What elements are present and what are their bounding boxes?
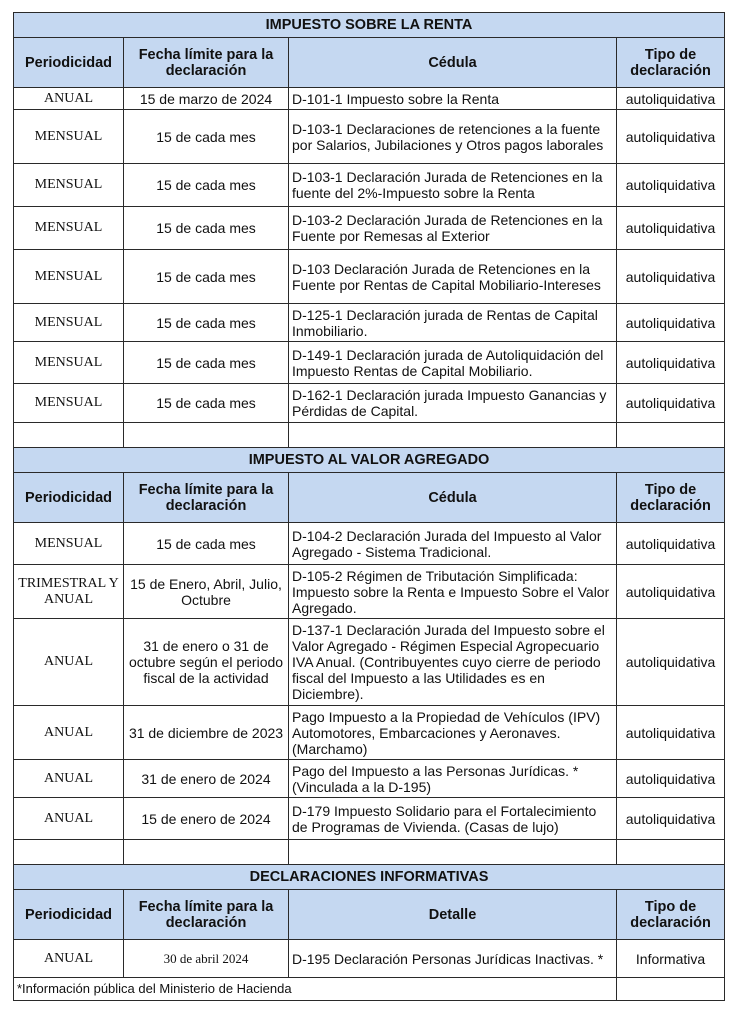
cell-fecha: 31 de diciembre de 2023 (124, 706, 289, 760)
cell-cedula: D-149-1 Declaración jurada de Autoliquidación del Impuesto Rentas de Capital Mobiliario. (289, 342, 617, 384)
header-tipo: Tipo de declaración (617, 38, 725, 88)
table-row (14, 940, 725, 978)
cell-cedula: D-125-1 Declaración jurada de Rentas de Capital Inmobiliario. (289, 304, 617, 342)
cell-tipo: autoliquidativa (617, 110, 725, 164)
header-periodicidad: Periodicidad (14, 38, 124, 88)
cell-cedula: D-137-1 Declaración Jurada del Impuesto sobre el Valor Agregado - Régimen Especial Agropecuario IVA Anual. (Contribuyentes cuyo cierre de periodo fiscal del Impuesto a las Utilidades es en Diciembre). (289, 619, 617, 706)
cell-cedula: Pago del Impuesto a las Personas Jurídicas. * (Vinculada a la D-195) (289, 760, 617, 798)
cell-cedula: D-103 Declaración Jurada de Retenciones en la Fuente por Rentas de Capital Mobiliario-Intereses (289, 250, 617, 304)
table-row (14, 250, 725, 304)
table-row (14, 304, 725, 342)
header-cedula: Cédula (289, 38, 617, 88)
header-fecha: Fecha límite para la declaración (124, 890, 289, 940)
table-row (14, 565, 725, 619)
cell-periodicidad: MENSUAL (14, 523, 124, 565)
table-row (14, 798, 725, 840)
cell-periodicidad: ANUAL (14, 940, 124, 978)
section-title: DECLARACIONES INFORMATIVAS (14, 865, 725, 890)
column-header-row (14, 473, 725, 523)
cell-periodicidad: MENSUAL (14, 164, 124, 207)
cell-cedula: D-104-2 Declaración Jurada del Impuesto al Valor Agregado - Sistema Tradicional. (289, 523, 617, 565)
cell-periodicidad: ANUAL (14, 706, 124, 760)
section-header-informativas (14, 865, 725, 890)
cell-cedula: D-105-2 Régimen de Tributación Simplificada: Impuesto sobre la Renta e Impuesto Sobre el Valor Agregado. (289, 565, 617, 619)
header-fecha: Fecha límite para la declaración (124, 38, 289, 88)
table-row (14, 88, 725, 110)
cell-fecha: 15 de cada mes (124, 250, 289, 304)
cell-tipo: Informativa (617, 940, 725, 978)
cell-periodicidad: ANUAL (14, 88, 124, 110)
cell-tipo: autoliquidativa (617, 342, 725, 384)
section-title: IMPUESTO SOBRE LA RENTA (14, 13, 725, 38)
cell-periodicidad: ANUAL (14, 798, 124, 840)
cell-tipo: autoliquidativa (617, 250, 725, 304)
header-tipo: Tipo de declaración (617, 473, 725, 523)
header-detalle: Detalle (289, 890, 617, 940)
cell-fecha: 31 de enero de 2024 (124, 760, 289, 798)
column-header-row (14, 890, 725, 940)
cell-periodicidad: MENSUAL (14, 384, 124, 423)
cell-fecha: 15 de marzo de 2024 (124, 88, 289, 110)
cell-detalle: D-195 Declaración Personas Jurídicas Inactivas. * (289, 940, 617, 978)
table-row (14, 523, 725, 565)
cell-cedula: D-101-1 Impuesto sobre la Renta (289, 88, 617, 110)
header-cedula: Cédula (289, 473, 617, 523)
cell-fecha: 15 de cada mes (124, 342, 289, 384)
cell-fecha: 31 de enero o 31 de octubre según el periodo fiscal de la actividad (124, 619, 289, 706)
section-title: IMPUESTO AL VALOR AGREGADO (14, 448, 725, 473)
cell-tipo: autoliquidativa (617, 565, 725, 619)
cell-fecha: 30 de abril 2024 (124, 940, 289, 978)
cell-periodicidad: MENSUAL (14, 207, 124, 250)
section-header-renta (14, 13, 725, 38)
section-header-iva (14, 448, 725, 473)
empty-row (14, 423, 725, 448)
footnote: *Información pública del Ministerio de Hacienda (14, 978, 617, 1001)
header-fecha: Fecha límite para la declaración (124, 473, 289, 523)
table-row (14, 760, 725, 798)
cell-tipo: autoliquidativa (617, 619, 725, 706)
header-tipo: Tipo de declaración (617, 890, 725, 940)
header-periodicidad: Periodicidad (14, 473, 124, 523)
cell-tipo: autoliquidativa (617, 523, 725, 565)
cell-fecha: 15 de cada mes (124, 207, 289, 250)
table-row (14, 342, 725, 384)
cell-tipo: autoliquidativa (617, 304, 725, 342)
table-row (14, 384, 725, 423)
cell-tipo: autoliquidativa (617, 384, 725, 423)
cell-periodicidad: MENSUAL (14, 304, 124, 342)
cell-fecha: 15 de cada mes (124, 304, 289, 342)
tax-calendar-table (13, 12, 725, 1001)
cell-fecha: 15 de cada mes (124, 384, 289, 423)
column-header-row (14, 38, 725, 88)
cell-tipo: autoliquidativa (617, 207, 725, 250)
cell-periodicidad: MENSUAL (14, 250, 124, 304)
table-row (14, 706, 725, 760)
table-row (14, 110, 725, 164)
cell-tipo: autoliquidativa (617, 164, 725, 207)
cell-cedula: D-162-1 Declaración jurada Impuesto Ganancias y Pérdidas de Capital. (289, 384, 617, 423)
header-periodicidad: Periodicidad (14, 890, 124, 940)
cell-cedula: D-103-1 Declaraciones de retenciones a la fuente por Salarios, Jubilaciones y Otros pagos laborales (289, 110, 617, 164)
cell-tipo: autoliquidativa (617, 798, 725, 840)
cell-periodicidad: TRIMESTRAL Y ANUAL (14, 565, 124, 619)
empty-row (14, 840, 725, 865)
table-row (14, 619, 725, 706)
table-row (14, 164, 725, 207)
cell-cedula: Pago Impuesto a la Propiedad de Vehículos (IPV) Automotores, Embarcaciones y Aeronaves. (Marchamo) (289, 706, 617, 760)
cell-fecha: 15 de cada mes (124, 164, 289, 207)
cell-fecha: 15 de cada mes (124, 110, 289, 164)
cell-cedula: D-103-1 Declaración Jurada de Retenciones en la fuente del 2%-Impuesto sobre la Renta (289, 164, 617, 207)
cell-periodicidad: ANUAL (14, 760, 124, 798)
table-row (14, 207, 725, 250)
cell-tipo: autoliquidativa (617, 760, 725, 798)
cell-cedula: D-103-2 Declaración Jurada de Retenciones en la Fuente por Remesas al Exterior (289, 207, 617, 250)
cell-periodicidad: ANUAL (14, 619, 124, 706)
cell-fecha: 15 de Enero, Abril, Julio, Octubre (124, 565, 289, 619)
cell-fecha: 15 de cada mes (124, 523, 289, 565)
cell-cedula: D-179 Impuesto Solidario para el Fortalecimiento de Programas de Vivienda. (Casas de lujo) (289, 798, 617, 840)
cell-periodicidad: MENSUAL (14, 342, 124, 384)
cell-periodicidad: MENSUAL (14, 110, 124, 164)
cell-fecha: 15 de enero de 2024 (124, 798, 289, 840)
footnote-row (14, 978, 725, 1001)
cell-tipo: autoliquidativa (617, 88, 725, 110)
cell-tipo: autoliquidativa (617, 706, 725, 760)
